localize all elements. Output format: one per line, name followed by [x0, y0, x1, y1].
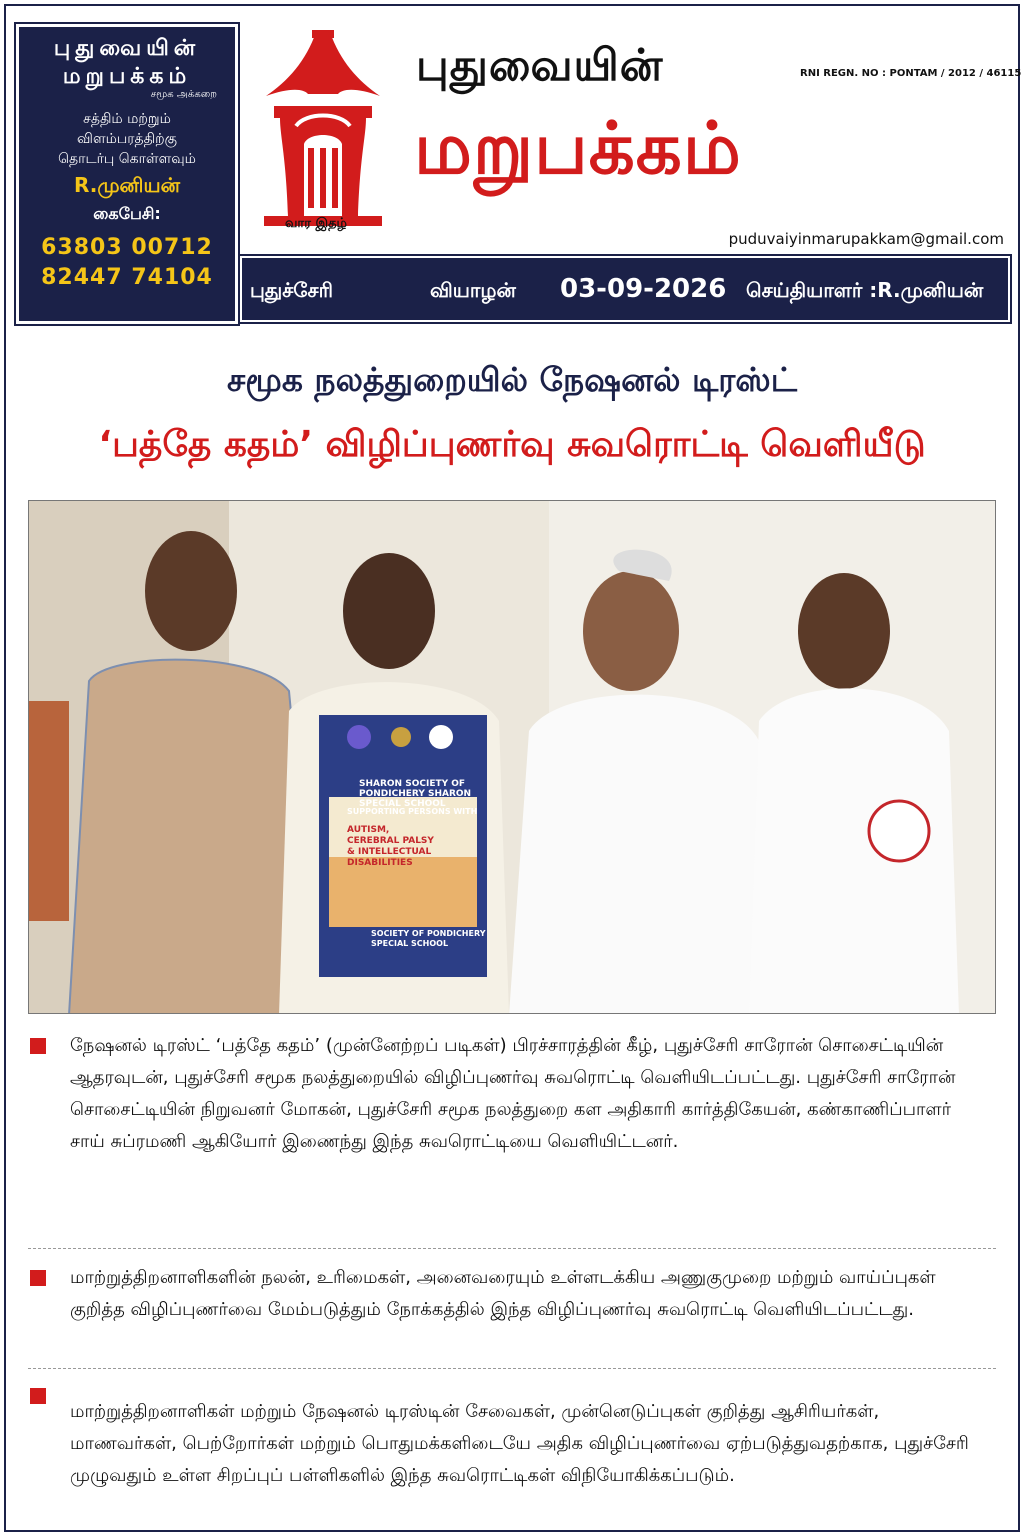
- headline-line1: சமூக நலத்துறையில் நேஷனல் டிரஸ்ட்: [227, 360, 797, 399]
- contact-box: [16, 24, 238, 324]
- dateline-date: 03-09-2026: [560, 274, 727, 304]
- contact-tagline: சமூக அக்கறை: [150, 89, 217, 100]
- dateline-place: புதுச்சேரி: [250, 278, 333, 302]
- bullet-icon: [30, 1270, 46, 1286]
- divider: [28, 1368, 996, 1369]
- phone-number-2: 82447 74104: [41, 265, 213, 290]
- poster-condition: DISABILITIES: [347, 858, 413, 868]
- bullet-icon: [30, 1038, 46, 1054]
- article-paragraph: மாற்றுத்திறனாளிகளின் நலன், உரிமைகள், அனைவரையும் உள்ளடக்கிய அணுகுமுறை மற்றும் வாய்ப்புகள் குறித்த விழிப்புணர்வை மேம்படுத்தும் நோக்கத்தில் இந்த விழிப்புணர்வு சுவரொட்டி வெளியிடப்பட்டது.: [70, 1267, 936, 1320]
- news-photo: [28, 500, 996, 1014]
- contact-line-1: சத்திம் மற்றும்: [83, 111, 171, 127]
- phone-number-1: 63803 00712: [41, 235, 213, 260]
- poster-footer: SOCIETY OF PONDICHERY SPECIAL SCHOOL: [371, 929, 486, 948]
- dateline-reporter: செய்தியாளர் :R.முனியன்: [746, 278, 984, 302]
- photo-illustration: [29, 501, 996, 1014]
- article-paragraph: மாற்றுத்திறனாளிகள் மற்றும் நேஷனல் டிரஸ்டின் சேவைகள், முன்னெடுப்புகள் குறித்து ஆசிரியர்கள், மாணவர்கள், பெற்றோர்கள் மற்றும் பொதுமக்களிடையே அதிக விழிப்புணர்வை ஏற்படுத்துவதற்காக, புதுச்சேரி முழுவதும் உள்ள சிறப்புப் பள்ளிகளில் இந்த சுவரொட்டிகள் விநியோகிக்கப்படும்.: [70, 1401, 969, 1486]
- poster-subtitle: SUPPORTING PERSONS WITH: [347, 807, 478, 816]
- masthead-title-line2: மறுபக்கம்: [414, 106, 742, 190]
- poster-title: SHARON SOCIETY OF PONDICHERY SHARON SPECIAL SCHOOL: [359, 779, 472, 809]
- weekly-label: வார இதழ்: [284, 216, 348, 231]
- dateline-day: வியாழன்: [430, 278, 516, 302]
- contact-line-2: விளம்பரத்திற்கு: [77, 131, 177, 147]
- divider: [28, 1248, 996, 1249]
- contact-name-line2: மறுபக்கம்: [62, 64, 192, 89]
- poster-conditions: [347, 825, 434, 869]
- building-emblem-logo: [258, 26, 388, 236]
- contact-name-line1: புதுவையின்: [53, 36, 201, 61]
- contact-person: R.முனியன்: [73, 173, 181, 197]
- poster-condition: AUTISM,: [347, 825, 390, 835]
- masthead-title-line1: புதுவையின்: [416, 40, 664, 91]
- dateline-bar: [240, 256, 1010, 322]
- poster-condition: CEREBRAL PALSY: [347, 836, 434, 846]
- article-paragraph: நேஷனல் டிரஸ்ட் ‘பத்தே கதம்’ (முன்னேற்றப் படிகள்) பிரச்சாரத்தின் கீழ், புதுச்சேரி சாரோன் சொசைட்டியின் ஆதரவுடன், புதுச்சேரி சமூக நலத்துறையில் விழிப்புணர்வு சுவரொட்டி வெளியிடப்பட்டது. புதுச்சேரி சாரோன் சொசைட்டியின் நிறுவனர் மோகன், புதுச்சேரி சமூக நலத்துறை கள அதிகாரி கார்த்திகேயன், கண்காணிப்பாளர் சாய் சுப்ரமணி ஆகியோர் இணைந்து இந்த சுவரொட்டியை வெளியிட்டனர்.: [70, 1035, 956, 1152]
- rni-number: RNI REGN. NO : PONTAM / 2012 / 46115: [800, 68, 1022, 79]
- headline-line2: ‘பத்தே கதம்’ விழிப்புணர்வு சுவரொட்டி வெளியீடு: [98, 424, 926, 465]
- bullet-icon: [30, 1388, 46, 1404]
- poster-condition: & INTELLECTUAL: [347, 847, 432, 857]
- email-address: puduvaiyinmarupakkam@gmail.com: [728, 230, 1004, 248]
- contact-line-3: தொடர்பு கொள்ளவும்: [58, 151, 196, 167]
- mobile-label: கைபேசி:: [93, 204, 161, 223]
